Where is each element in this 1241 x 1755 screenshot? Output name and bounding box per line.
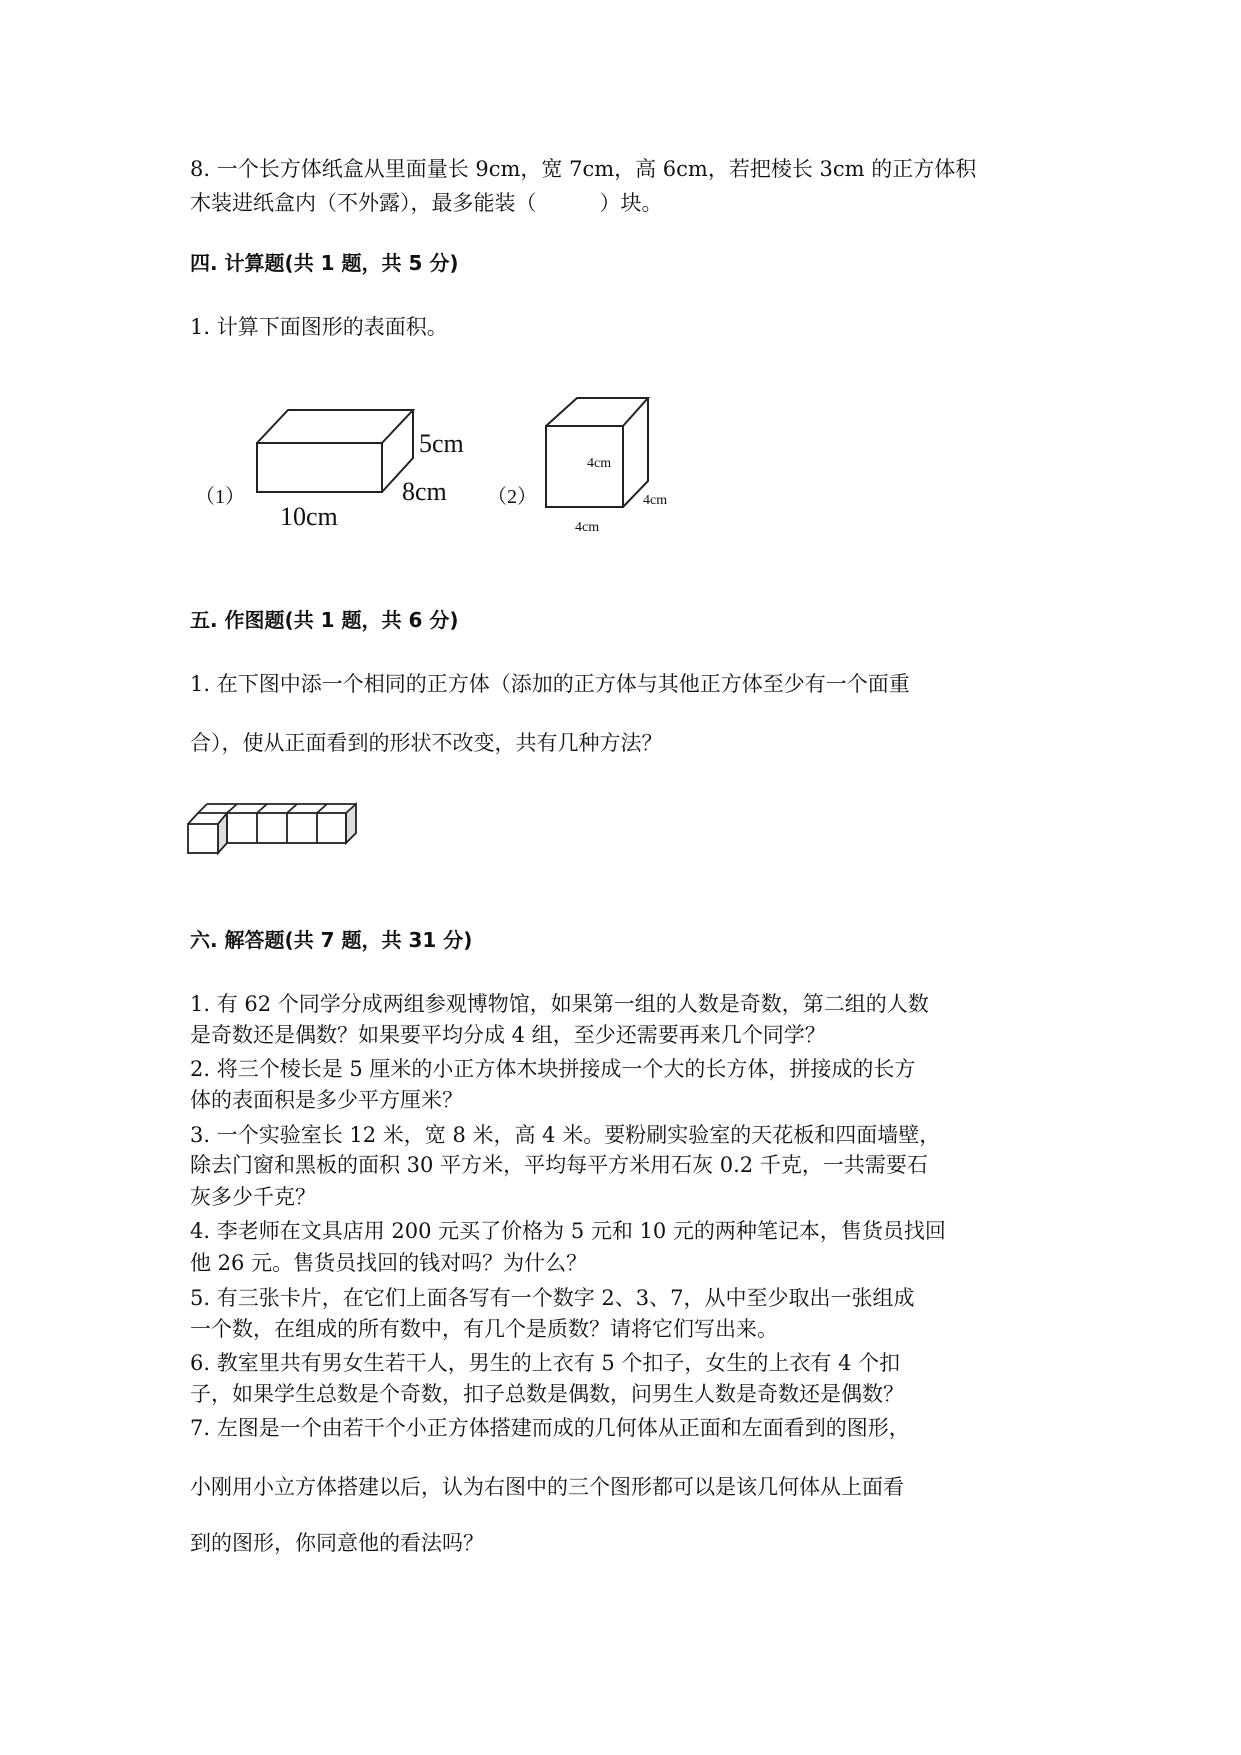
section-6-line: 6. 教室里共有男女生若干人，男生的上衣有 5 个扣子，女生的上衣有 4 个扣 — [190, 1351, 901, 1375]
section-6-line: 5. 有三张卡片，在它们上面各写有一个数字 2、3、7，从中至少取出一张组成 — [190, 1286, 915, 1310]
cube-width-label: 4cm — [575, 520, 600, 535]
section-6-line: 2. 将三个棱长是 5 厘米的小正方体木块拼接成一个大的长方体，拼接成的长方 — [190, 1057, 916, 1081]
height-label: 5cm — [419, 429, 464, 458]
section-6-line: 一个数，在组成的所有数中，有几个是质数？请将它们写出来。 — [190, 1317, 778, 1341]
figure-label-2: （2） — [487, 486, 537, 508]
section-6-line: 体的表面积是多少平方厘米？ — [190, 1088, 463, 1112]
section-5-title: 五. 作图题(共 1 题，共 6 分) — [190, 608, 459, 632]
section-6-line: 7. 左图是一个由若干个小正方体搭建而成的几何体从正面和左面看到的图形， — [190, 1416, 910, 1440]
figure-label-1: （1） — [195, 486, 245, 508]
section-6-line: 4. 李老师在文具店用 200 元买了价格为 5 元和 10 元的两种笔记本，售货员找回 — [190, 1219, 946, 1243]
cube-row-figure — [188, 804, 356, 853]
q8-line: 8. 一个长方体纸盒从里面量长 9cm，宽 7cm，高 6cm，若把棱长 3cm 的正方体积 — [190, 157, 977, 181]
length-label: 10cm — [280, 502, 338, 531]
section-4-question: 1. 计算下面图形的表面积。 — [190, 315, 448, 339]
section-6-line: 1. 有 62 个同学分成两组参观博物馆，如果第一组的人数是奇数，第二组的人数 — [190, 992, 929, 1016]
cube-depth-label: 4cm — [643, 493, 668, 508]
section-6-title: 六. 解答题(共 7 题，共 31 分) — [190, 928, 473, 952]
section-6-line: 是奇数还是偶数？如果要平均分成 4 组，至少还需要再来几个同学？ — [190, 1023, 826, 1047]
section-6-line: 除去门窗和黑板的面积 30 平方米，平均每平方米用石灰 0.2 千克，一共需要石 — [190, 1153, 928, 1177]
cube-height-label: 4cm — [587, 456, 612, 471]
width-label: 8cm — [402, 477, 447, 506]
section-6-line: 到的图形，你同意他的看法吗？ — [190, 1531, 484, 1555]
section-6-line: 3. 一个实验室长 12 米，宽 8 米，高 4 米。要粉刷实验室的天花板和四面墙壁， — [190, 1123, 941, 1147]
cuboid-figure — [257, 410, 413, 492]
section-5-line: 合），使从正面看到的形状不改变，共有几种方法？ — [190, 731, 663, 755]
q8-line: 木装进纸盒内（不外露），最多能装（ ）块。 — [190, 191, 663, 215]
section-6-line: 子，如果学生总数是个奇数，扣子总数是偶数，问男生人数是奇数还是偶数？ — [190, 1382, 904, 1406]
section-4-title: 四. 计算题(共 1 题，共 5 分) — [190, 251, 459, 275]
section-5-line: 1. 在下图中添一个相同的正方体（添加的正方体与其他正方体至少有一个面重 — [190, 672, 910, 696]
section-6-line: 小刚用小立方体搭建以后，认为右图中的三个图形都可以是该几何体从上面看 — [190, 1475, 904, 1499]
cube-figure — [546, 398, 648, 507]
section-6-line: 他 26 元。售货员找回的钱对吗？为什么？ — [190, 1251, 588, 1275]
section-6-line: 灰多少千克？ — [190, 1185, 316, 1209]
